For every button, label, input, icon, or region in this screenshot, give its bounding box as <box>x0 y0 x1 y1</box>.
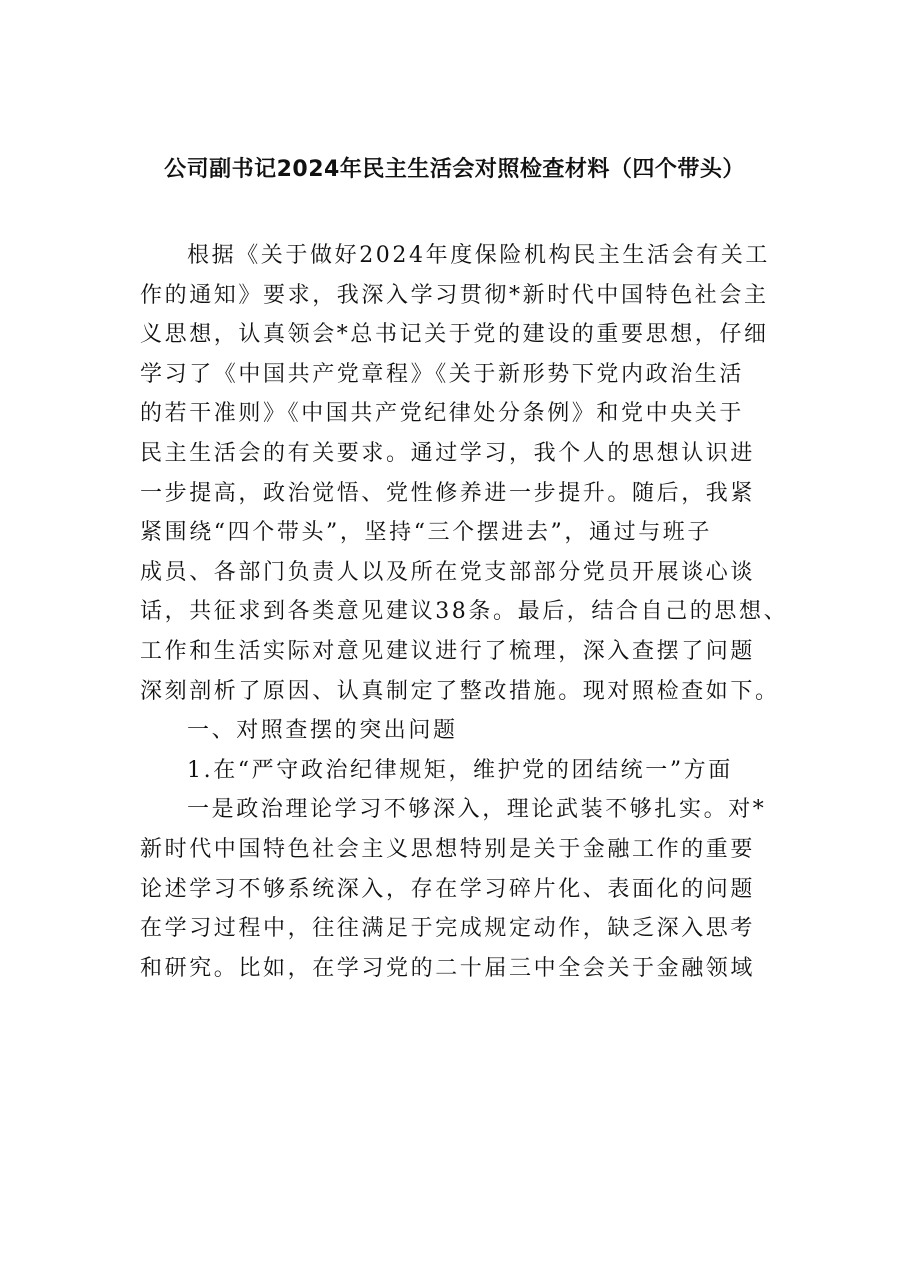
paragraph-line: 和研究。比如，在学习党的二十届三中全会关于金融领域 <box>140 955 756 981</box>
paragraph-line: 一是政治理论学习不够深入，理论武装不够扎实。对* <box>187 797 767 823</box>
paragraph-line: 新时代中国特色社会主义思想特别是关于金融工作的重要 <box>140 836 756 862</box>
paragraph-line: 义思想，认真领会*总书记关于党的建设的重要思想，仔细 <box>140 322 769 348</box>
paragraph-line: 在学习过程中，往往满足于完成规定动作，缺乏深入思考 <box>140 916 756 942</box>
paragraph-line: 作的通知》要求，我深入学习贯彻*新时代中国特色社会主 <box>140 282 769 308</box>
paragraph-line: 话，共征求到各类意见建议38条。最后，结合自己的思想、 <box>140 599 789 625</box>
paragraph-line: 民主生活会的有关要求。通过学习，我个人的思想认识进 <box>140 440 756 466</box>
paragraph-line: 成员、各部门负责人以及所在党支部部分党员开展谈心谈 <box>140 559 756 585</box>
document-title: 公司副书记2024年民主生活会对照检查材料（四个带头） <box>164 157 745 182</box>
paragraph-line: 根据《关于做好2024年度保险机构民主生活会有关工 <box>187 243 770 268</box>
subsection-heading: 1.在“严守政治纪律规矩，维护党的团结统一”方面 <box>187 757 733 783</box>
paragraph-line: 论述学习不够系统深入，存在学习碎片化、表面化的问题 <box>140 876 756 902</box>
paragraph-line: 紧围绕“四个带头”，坚持“三个摆进去”，通过与班子 <box>140 520 712 546</box>
paragraph-line: 深刻剖析了原因、认真制定了整改措施。现对照检查如下。 <box>140 678 780 704</box>
document-body <box>140 236 789 988</box>
paragraph-line: 工作和生活实际对意见建议进行了梳理，深入查摆了问题 <box>140 638 756 664</box>
paragraph-line: 一步提高，政治觉悟、党性修养进一步提升。随后，我紧 <box>140 480 756 506</box>
paragraph-line: 的若干准则》《中国共产党纪律处分条例》和党中央关于 <box>140 401 745 427</box>
section-heading: 一、对照查摆的突出问题 <box>187 718 458 744</box>
paragraph-line: 学习了《中国共产党章程》《关于新形势下党内政治生活 <box>140 361 745 387</box>
